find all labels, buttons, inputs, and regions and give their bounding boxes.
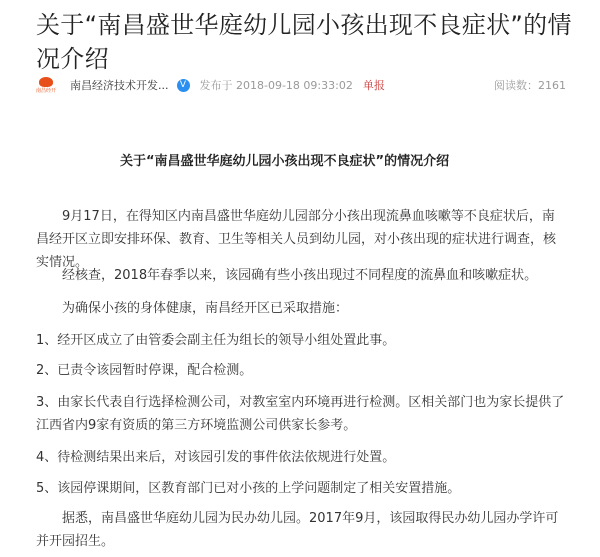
body-heading: 关于“南昌盛世华庭幼儿园小孩出现不良症状”的情况介绍: [120, 154, 450, 169]
publish-time: 发布于 2018-09-18 09:33:02: [199, 79, 353, 92]
paragraph: 4、待检测结果出来后，对该园引发的事件依法依规进行处置。: [36, 450, 396, 465]
paragraph: 经核查，2018年春季以来，该园确有些小孩出现过不同程度的流鼻血和咳嗽症状。: [62, 268, 538, 283]
paragraph: 5、该园停课期间，区教育部门已对小孩的上学问题制定了相关安置措施。: [36, 481, 461, 496]
paragraph: 2、已责令该园暂时停课，配合检测。: [36, 363, 253, 378]
paragraph: 9月17日，在得知区内南昌盛世华庭幼儿园部分小孩出现流鼻血咳嗽等不良症状后，南昌经开区立即安排环保、教育、卫生等相关人员到幼儿园，对小孩出现的症状进行调查，核实情况。: [36, 209, 557, 270]
paragraph: 据悉，南昌盛世华庭幼儿园为民办幼儿园。2017年9月，该园取得民办幼儿园办学许可并开园招生。: [36, 511, 559, 549]
source-logo[interactable]: [36, 75, 56, 95]
view-count: 阅读数：2161: [494, 79, 566, 92]
paragraph: 1、经开区成立了由管委会副主任为组长的领导小组处置此事。: [36, 333, 396, 348]
source-name[interactable]: 南昌经济技术开发...: [70, 79, 169, 92]
report-link[interactable]: 单报: [362, 79, 385, 92]
paragraph: 3、由家长代表自行选择检测公司，对教室室内环境再进行检测。区相关部门也为家长提供了江西省内9家有资质的第三方环境监测公司供家长参考。: [36, 395, 565, 433]
logo-swoosh-icon: [39, 77, 53, 87]
paragraph: 为确保小孩的身体健康，南昌经开区已采取措施：: [62, 301, 349, 316]
verified-icon: V: [177, 79, 190, 92]
meta-bar: [36, 73, 566, 97]
article-title: 关于“南昌盛世华庭幼儿园小孩出现不良症状”的情况介绍: [36, 11, 572, 73]
logo-text: 南昌经开: [35, 88, 56, 94]
